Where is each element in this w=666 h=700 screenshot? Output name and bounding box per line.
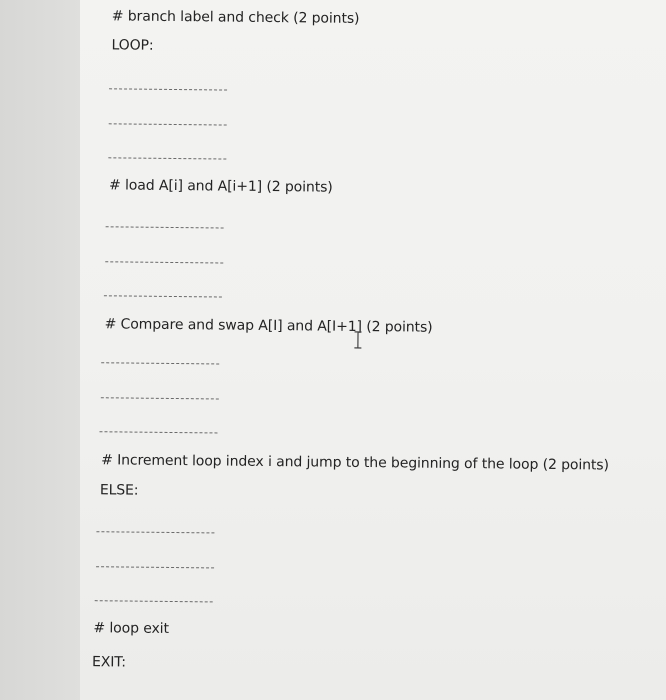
answer-blank-1[interactable] — [109, 88, 227, 90]
worksheet-content — [80, 0, 666, 700]
comment-branch-label: # branch label and check (2 points) — [111, 8, 360, 27]
answer-blank-9[interactable] — [99, 431, 217, 433]
worksheet-page — [80, 0, 666, 700]
answer-blank-5[interactable] — [105, 261, 223, 263]
answer-blank-7[interactable] — [101, 362, 219, 364]
label-else: ELSE: — [99, 482, 139, 499]
comment-load: # load A[i] and A[i+1] (2 points) — [108, 177, 333, 196]
comment-increment: # Increment loop index i and jump to the beginning of the loop (2 points) — [101, 452, 609, 474]
page-left-margin — [0, 0, 81, 700]
comment-compare-swap: # Compare and swap A[I] and A[I+1] (2 points) — [104, 316, 433, 336]
label-exit: EXIT: — [91, 654, 126, 671]
answer-blank-12[interactable] — [95, 600, 213, 602]
answer-blank-8[interactable] — [101, 397, 219, 399]
answer-blank-11[interactable] — [96, 566, 214, 568]
answer-blank-10[interactable] — [96, 531, 214, 533]
answer-blank-4[interactable] — [106, 226, 224, 228]
answer-blank-2[interactable] — [109, 123, 227, 125]
answer-blank-6[interactable] — [104, 295, 222, 297]
label-loop: LOOP: — [111, 37, 154, 54]
text-cursor-icon — [353, 331, 362, 349]
comment-loop-exit: # loop exit — [93, 620, 169, 637]
answer-blank-3[interactable] — [108, 157, 226, 159]
